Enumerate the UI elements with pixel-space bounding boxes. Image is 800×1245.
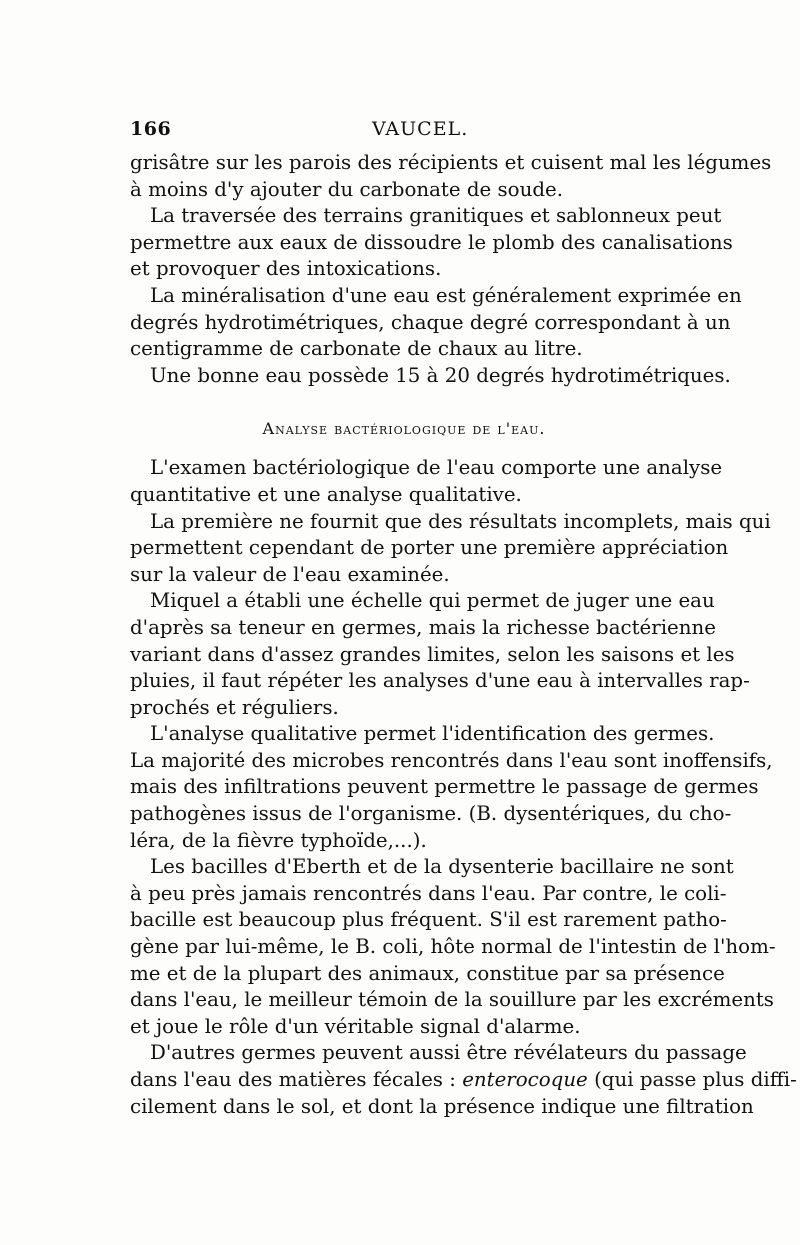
- text-line: Miquel a établi une échelle qui permet de juger une eau: [150, 589, 715, 613]
- text-line: centigramme de carbonate de chaux au litre.: [130, 337, 583, 361]
- text-line: La minéralisation d'une eau est généralement exprimée en: [150, 283, 742, 307]
- text-line: mais des infiltrations peuvent permettre le passage de germes: [130, 775, 759, 799]
- text-line: Les bacilles d'Eberth et de la dysenterie bacillaire ne sont: [150, 855, 734, 879]
- text-line: quantitative et une analyse qualitative.: [130, 482, 522, 506]
- page-number: 166: [130, 118, 172, 140]
- text-line: pluies, il faut répéter les analyses d'une eau à intervalles rap-: [130, 669, 750, 693]
- text-line: variant dans d'assez grandes limites, selon les saisons et les: [130, 642, 735, 666]
- page-body: [130, 150, 797, 1120]
- text-fragment: dans l'eau des matières fécales :: [130, 1068, 463, 1091]
- text-line: à moins d'y ajouter du carbonate de soude.: [130, 177, 563, 201]
- text-line: cilement dans le sol, et dont la présence indique une filtration: [130, 1094, 754, 1118]
- text-line: pathogènes issus de l'organisme. (B. dysentériques, du cho-: [130, 802, 732, 826]
- text-line: prochés et réguliers.: [130, 695, 339, 719]
- running-title: VAUCEL.: [372, 118, 469, 140]
- text-line: L'analyse qualitative permet l'identification des germes.: [150, 722, 715, 746]
- text-fragment: (qui passe plus diffi-: [594, 1068, 797, 1091]
- text-line: grisâtre sur les parois des récipients et cuisent mal les légumes: [130, 151, 772, 174]
- text-line: léra, de la fièvre typhoïde,...).: [130, 828, 427, 852]
- text-line: bacille est beaucoup plus fréquent. S'il est rarement patho-: [130, 908, 727, 932]
- text-line: permettent cependant de porter une première appréciation: [130, 536, 729, 560]
- text-line: D'autres germes peuvent aussi être révélateurs du passage: [150, 1041, 747, 1065]
- text-line: gène par lui-même, le B. coli, hôte normal de l'intestin de l'hom-: [130, 935, 776, 959]
- text-line: d'après sa teneur en germes, mais la richesse bactérienne: [130, 615, 716, 639]
- text-line: permettre aux eaux de dissoudre le plomb des canalisations: [130, 230, 733, 254]
- text-line: sur la valeur de l'eau examinée.: [130, 562, 450, 586]
- text-line: [130, 1067, 797, 1094]
- text-line: La première ne fournit que des résultats incomplets, mais qui: [150, 509, 771, 533]
- italic-term: enterocoque: [462, 1068, 588, 1091]
- text-line: à peu près jamais rencontrés dans l'eau. Par contre, le coli-: [130, 881, 727, 905]
- text-line: La majorité des microbes rencontrés dans l'eau sont inoffensifs,: [130, 748, 773, 772]
- text-line: La traversée des terrains granitiques et sablonneux peut: [150, 204, 722, 228]
- text-line: me et de la plupart des animaux, constitue par sa présence: [130, 961, 725, 985]
- text-line: L'examen bactériologique de l'eau comporte une analyse: [150, 456, 723, 480]
- text-line: et joue le rôle d'un véritable signal d'alarme.: [130, 1014, 581, 1038]
- text-line: degrés hydrotimétriques, chaque degré correspondant à un: [130, 310, 731, 334]
- section-title: Analyse bactériologique de l'eau.: [262, 419, 546, 439]
- text-line: Une bonne eau possède 15 à 20 degrés hydrotimétriques.: [150, 363, 731, 387]
- page-header: [130, 118, 678, 148]
- text-line: dans l'eau, le meilleur témoin de la souillure par les excréments: [130, 988, 774, 1012]
- text-line: et provoquer des intoxications.: [130, 257, 442, 281]
